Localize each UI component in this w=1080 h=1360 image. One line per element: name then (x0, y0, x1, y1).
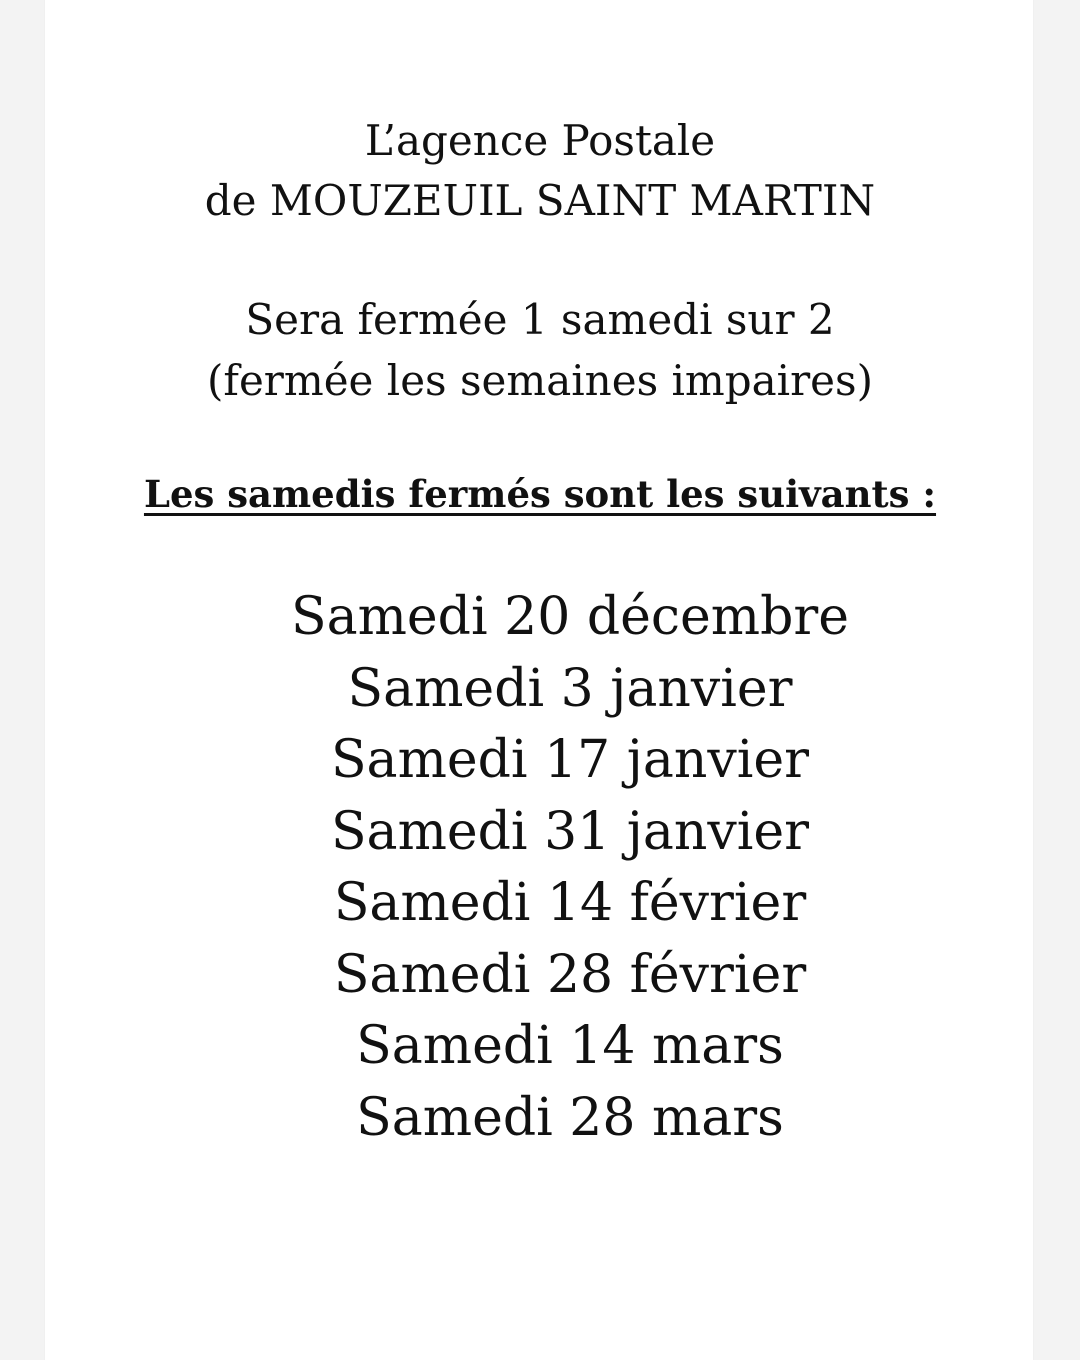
closure-notice-detail: (fermée les semaines impaires) (207, 356, 873, 405)
closed-date-item: Samedi 28 février (333, 944, 807, 1005)
closed-date-item: Samedi 20 décembre (290, 587, 850, 647)
closed-date-item: Samedi 28 mars (356, 1087, 784, 1148)
agency-location: de MOUZEUIL SAINT MARTIN (204, 176, 876, 225)
closure-notice: Sera fermée 1 samedi sur 2 (245, 295, 835, 344)
closed-dates-list (0, 582, 1080, 1154)
closed-date-item: Samedi 17 janvier (330, 730, 810, 790)
closed-date-item: Samedi 31 janvier (330, 801, 810, 862)
closed-date-item: Samedi 3 janvier (347, 658, 793, 719)
closed-saturdays-heading: Les samedis fermés sont les suivants : (143, 472, 937, 516)
closed-date-item: Samedi 14 mars (356, 1016, 784, 1076)
agency-title: L’agence Postale (364, 116, 716, 165)
closed-date-item: Samedi 14 février (333, 873, 807, 933)
